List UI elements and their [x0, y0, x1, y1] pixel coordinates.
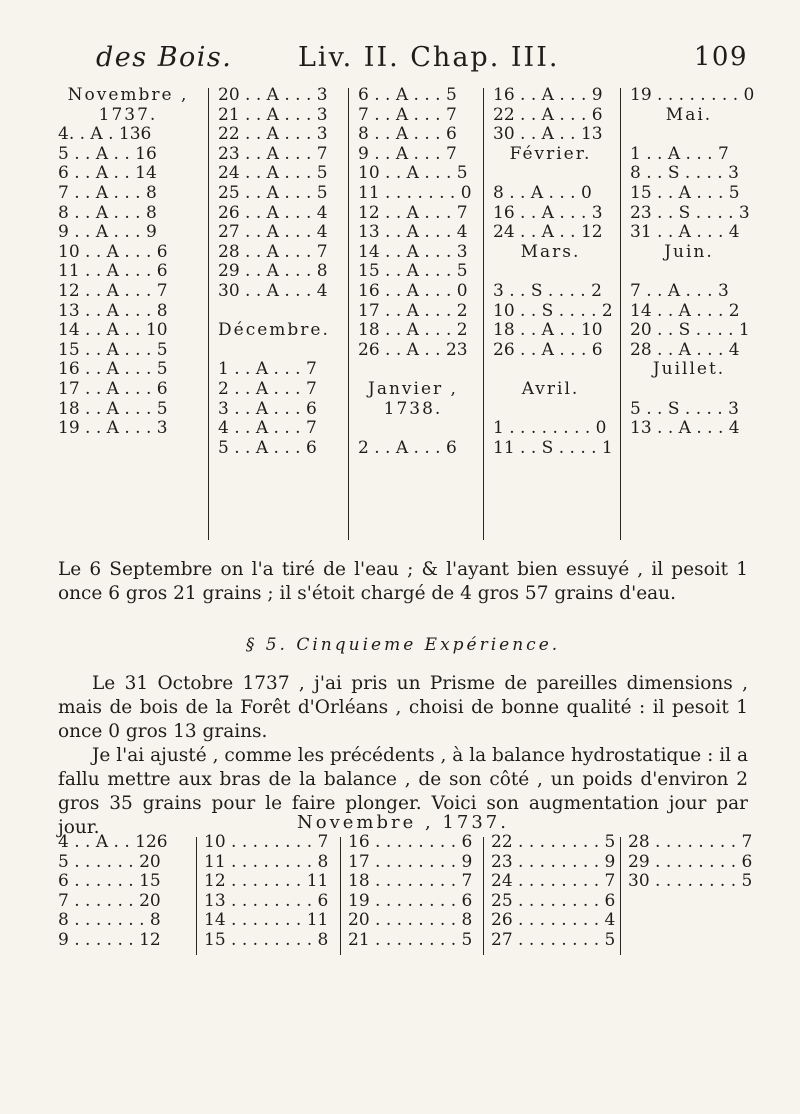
table-entry: 26 . . . . . . . . 4 — [491, 910, 616, 931]
table-entry: 1 . . A . . . 7 — [630, 143, 729, 164]
table-entry: 6 . . A . . . 5 — [358, 85, 457, 105]
paragraph: Je l'ai ajusté , comme les précédents , à la balance hydrostatique : il a fallu mettre aux bras de la balance , de son côté , un poids d'environ 2 gros 35 grains pour le faire plonger. Voici son augmentation jour par jour. — [58, 745, 748, 838]
table-entry: 15 . . A . . . 5 — [58, 339, 168, 360]
table-entry: 5 . . A . . . 6 — [218, 437, 317, 458]
table-2-title: Novembre , 1737. — [297, 812, 509, 833]
table-entry: 6 . . A . . 14 — [58, 163, 157, 184]
table-entry — [358, 360, 468, 380]
table-entry: Mars. — [520, 241, 581, 262]
table-entry: 4. . A . 136 — [58, 124, 152, 145]
table-entry: 7 . . A . . . 7 — [358, 104, 457, 125]
table-entry: 26 . . A . . . 4 — [218, 202, 328, 223]
table-entry — [358, 419, 468, 439]
table-entry: Février. — [509, 143, 592, 164]
table-entry: 1737. — [98, 104, 158, 125]
table-entry: 16 . . A . . . 3 — [493, 202, 603, 223]
table-entry: 10 . . A . . . 6 — [58, 241, 168, 262]
table-entry — [630, 380, 748, 400]
table-entry: 14 . . A . . . 2 — [630, 300, 740, 321]
table-entry: 12 . . A . . . 7 — [358, 202, 468, 223]
table-entry: 16 . . A . . . 5 — [58, 359, 168, 380]
table-entry: 15 . . A . . . 5 — [630, 182, 740, 203]
table-entry — [218, 341, 328, 361]
table-entry: 10 . . S . . . . 2 — [493, 300, 613, 321]
table-entry: Janvier , — [368, 378, 458, 399]
table-entry: 22 . . A . . . 6 — [493, 104, 603, 125]
table-entry: 13 . . A . . . 4 — [358, 222, 468, 243]
table-2-column-5 — [628, 832, 753, 963]
table-entry: 4 . . A . . 126 — [58, 832, 168, 852]
running-title: des Bois. — [96, 42, 233, 73]
table-entry: 1 . . A . . . 7 — [218, 359, 317, 380]
table-entry: Avril. — [521, 378, 580, 399]
table-entry: 22 . . . . . . . . 5 — [491, 832, 616, 852]
table-entry — [493, 164, 608, 184]
running-head: Liv. II. Chap. III. — [298, 42, 560, 73]
table-entry: 19 . . . . . . . . 0 — [630, 85, 755, 105]
table-entry: 3 . . S . . . . 2 — [493, 280, 602, 301]
table-entry: 12 . . A . . . 7 — [58, 280, 168, 301]
table-2-column-1 — [58, 833, 178, 963]
table-entry: Juillet. — [652, 359, 726, 380]
table-entry: 20 . . A . . . 3 — [218, 85, 328, 105]
paragraph-result: Le 6 Septembre on l'a tiré de l'eau ; & l'ayant bien essuyé , il pesoit 1 once 6 gros 21 grains ; il s'étoit chargé de 4 gros 57 grains d'eau. — [58, 559, 748, 604]
table-entry: 22 . . A . . . 3 — [218, 124, 328, 145]
table-entry: 8 . . S . . . . 3 — [630, 163, 739, 184]
table-entry: 18 . . . . . . . . 7 — [348, 871, 473, 892]
table-entry: 20 . . . . . . . . 8 — [348, 910, 473, 931]
table-entry: 1 . . . . . . . . 0 — [493, 418, 607, 439]
table-entry: 7 . . A . . . 3 — [630, 280, 729, 301]
table-entry: 4 . . A . . . 7 — [218, 418, 317, 439]
table-entry: 30 . . . . . . . . 5 — [628, 871, 753, 892]
table-entry: 20 . . S . . . . 1 — [630, 320, 750, 341]
table-entry: 19 . . A . . . 3 — [58, 418, 168, 439]
table-entry: 10 . . . . . . . . 7 — [204, 832, 329, 852]
table-entry: 19 . . . . . . . . 6 — [348, 890, 473, 911]
table-entry: 11 . . . . . . . . 8 — [204, 851, 329, 872]
table-2-column-3 — [348, 833, 473, 963]
table-entry: 24 . . A . . . 5 — [218, 163, 328, 184]
table-entry: 13 . . A . . . 8 — [58, 300, 168, 321]
table-entry: Mai. — [665, 104, 713, 125]
table-entry: 14 . . A . . . 3 — [358, 241, 468, 262]
table-1-column-1 — [58, 86, 198, 536]
table-entry: 29 . . A . . . 8 — [218, 261, 328, 282]
table-entry: 11 . . S . . . . 1 — [493, 437, 613, 458]
table-1 — [58, 85, 755, 536]
table-entry: 16 . . A . . . 0 — [358, 280, 468, 301]
table-1-column-3 — [358, 85, 472, 536]
table-entry: 15 . . . . . . . . 8 — [204, 929, 329, 950]
table-entry: 28 . . A . . . 4 — [630, 339, 740, 360]
column-rule — [208, 88, 209, 540]
table-entry: 18 . . A . . . 2 — [358, 320, 468, 341]
table-entry — [493, 360, 608, 380]
table-entry: 14 . . A . . 10 — [58, 320, 168, 341]
table-1-column-4 — [493, 85, 613, 536]
table-entry: 5 . . A . . 16 — [58, 143, 157, 164]
table-entry: 12 . . . . . . . 11 — [204, 871, 329, 892]
table-entry — [218, 302, 328, 322]
table-entry: Décembre. — [218, 320, 330, 341]
table-entry: Novembre , — [67, 85, 189, 105]
column-rule — [483, 88, 484, 540]
table-entry: 25 . . A . . . 5 — [218, 182, 328, 203]
table-entry: 30 . . A . . 13 — [493, 124, 603, 145]
table-entry: 8 . . . . . . . 8 — [58, 910, 161, 931]
table-entry: 18 . . A . . 10 — [493, 320, 603, 341]
table-entry: 31 . . A . . . 4 — [630, 222, 740, 243]
table-entry: 13 . . A . . . 4 — [630, 418, 740, 439]
table-entry: 25 . . . . . . . . 6 — [491, 890, 616, 911]
table-entry: 30 . . A . . . 4 — [218, 280, 328, 301]
table-entry — [493, 262, 608, 282]
table-1-column-2 — [218, 86, 328, 536]
table-1-column-5 — [630, 85, 755, 536]
table-entry: 16 . . . . . . . . 6 — [348, 832, 473, 852]
table-entry: 9 . . A . . . 7 — [358, 143, 457, 164]
table-entry: 26 . . A . . 23 — [358, 339, 468, 360]
table-entry: 28 . . A . . . 7 — [218, 241, 328, 262]
column-rule — [340, 837, 341, 955]
table-entry: 5 . . . . . . 20 — [58, 851, 161, 872]
table-entry: 24 . . . . . . . . 7 — [491, 871, 616, 892]
table-entry: 2 . . A . . . 7 — [218, 378, 317, 399]
table-entry: 7 . . A . . . 8 — [58, 182, 157, 203]
table-entry: 11 . . . . . . . 0 — [358, 182, 472, 203]
table-entry — [493, 400, 608, 420]
paragraph: Le 31 Octobre 1737 , j'ai pris un Prisme de pareilles dimensions , mais de bois de la Forêt d'Orléans , choisi de bonne qualité : il pesoit 1 once 0 gros 13 grains. — [58, 673, 748, 742]
table-entry: 8 . . A . . . 8 — [58, 202, 157, 223]
table-entry: 17 . . A . . . 2 — [358, 300, 468, 321]
page-number: 109 — [693, 42, 748, 72]
column-rule — [348, 88, 349, 540]
table-entry: 23 . . S . . . . 3 — [630, 202, 750, 223]
section-heading: § 5. Cinquieme Expérience. — [245, 635, 561, 655]
table-entry: 15 . . A . . . 5 — [358, 261, 468, 282]
table-entry: 13 . . . . . . . . 6 — [204, 890, 329, 911]
table-entry: 23 . . A . . . 7 — [218, 143, 328, 164]
table-entry: 7 . . . . . . 20 — [58, 890, 161, 911]
table-entry: 14 . . . . . . . 11 — [204, 910, 329, 931]
table-entry: 17 . . A . . . 6 — [58, 378, 168, 399]
table-entry: 10 . . A . . . 5 — [358, 163, 468, 184]
table-entry: 26 . . A . . . 6 — [493, 339, 603, 360]
table-entry: 3 . . A . . . 6 — [218, 398, 317, 419]
table-entry: 5 . . S . . . . 3 — [630, 398, 739, 419]
table-entry: 1738. — [383, 398, 443, 419]
table-entry — [630, 125, 748, 145]
table-entry: 8 . . A . . . 6 — [358, 124, 457, 145]
table-2-column-2 — [204, 833, 329, 963]
table-entry: 21 . . A . . . 3 — [218, 104, 328, 125]
table-entry: 23 . . . . . . . . 9 — [491, 851, 616, 872]
column-rule — [483, 837, 484, 955]
column-rule — [196, 837, 197, 955]
column-rule — [620, 88, 621, 540]
table-entry: 27 . . A . . . 4 — [218, 222, 328, 243]
table-entry: 29 . . . . . . . . 6 — [628, 851, 753, 872]
table-entry: 28 . . . . . . . . 7 — [628, 832, 753, 852]
table-entry: 27 . . . . . . . . 5 — [491, 929, 616, 950]
table-entry: 11 . . A . . . 6 — [58, 261, 168, 282]
table-entry: 24 . . A . . 12 — [493, 222, 603, 243]
table-2-column-4 — [491, 833, 616, 963]
page-header — [58, 36, 748, 84]
table-entry: 6 . . . . . . 15 — [58, 871, 161, 892]
column-rule — [620, 837, 621, 955]
table-entry: 9 . . . . . . 12 — [58, 929, 161, 950]
table-entry: 16 . . A . . . 9 — [493, 85, 603, 105]
table-entry: 17 . . . . . . . . 9 — [348, 851, 473, 872]
table-entry: 9 . . A . . . 9 — [58, 222, 157, 243]
table-entry: 2 . . A . . . 6 — [358, 437, 457, 458]
table-2 — [58, 832, 753, 963]
table-entry: 21 . . . . . . . . 5 — [348, 929, 473, 950]
table-entry — [630, 262, 748, 282]
table-entry: 18 . . A . . . 5 — [58, 398, 168, 419]
table-entry: Juin. — [664, 241, 714, 262]
table-entry: 8 . . A . . . 0 — [493, 182, 592, 203]
